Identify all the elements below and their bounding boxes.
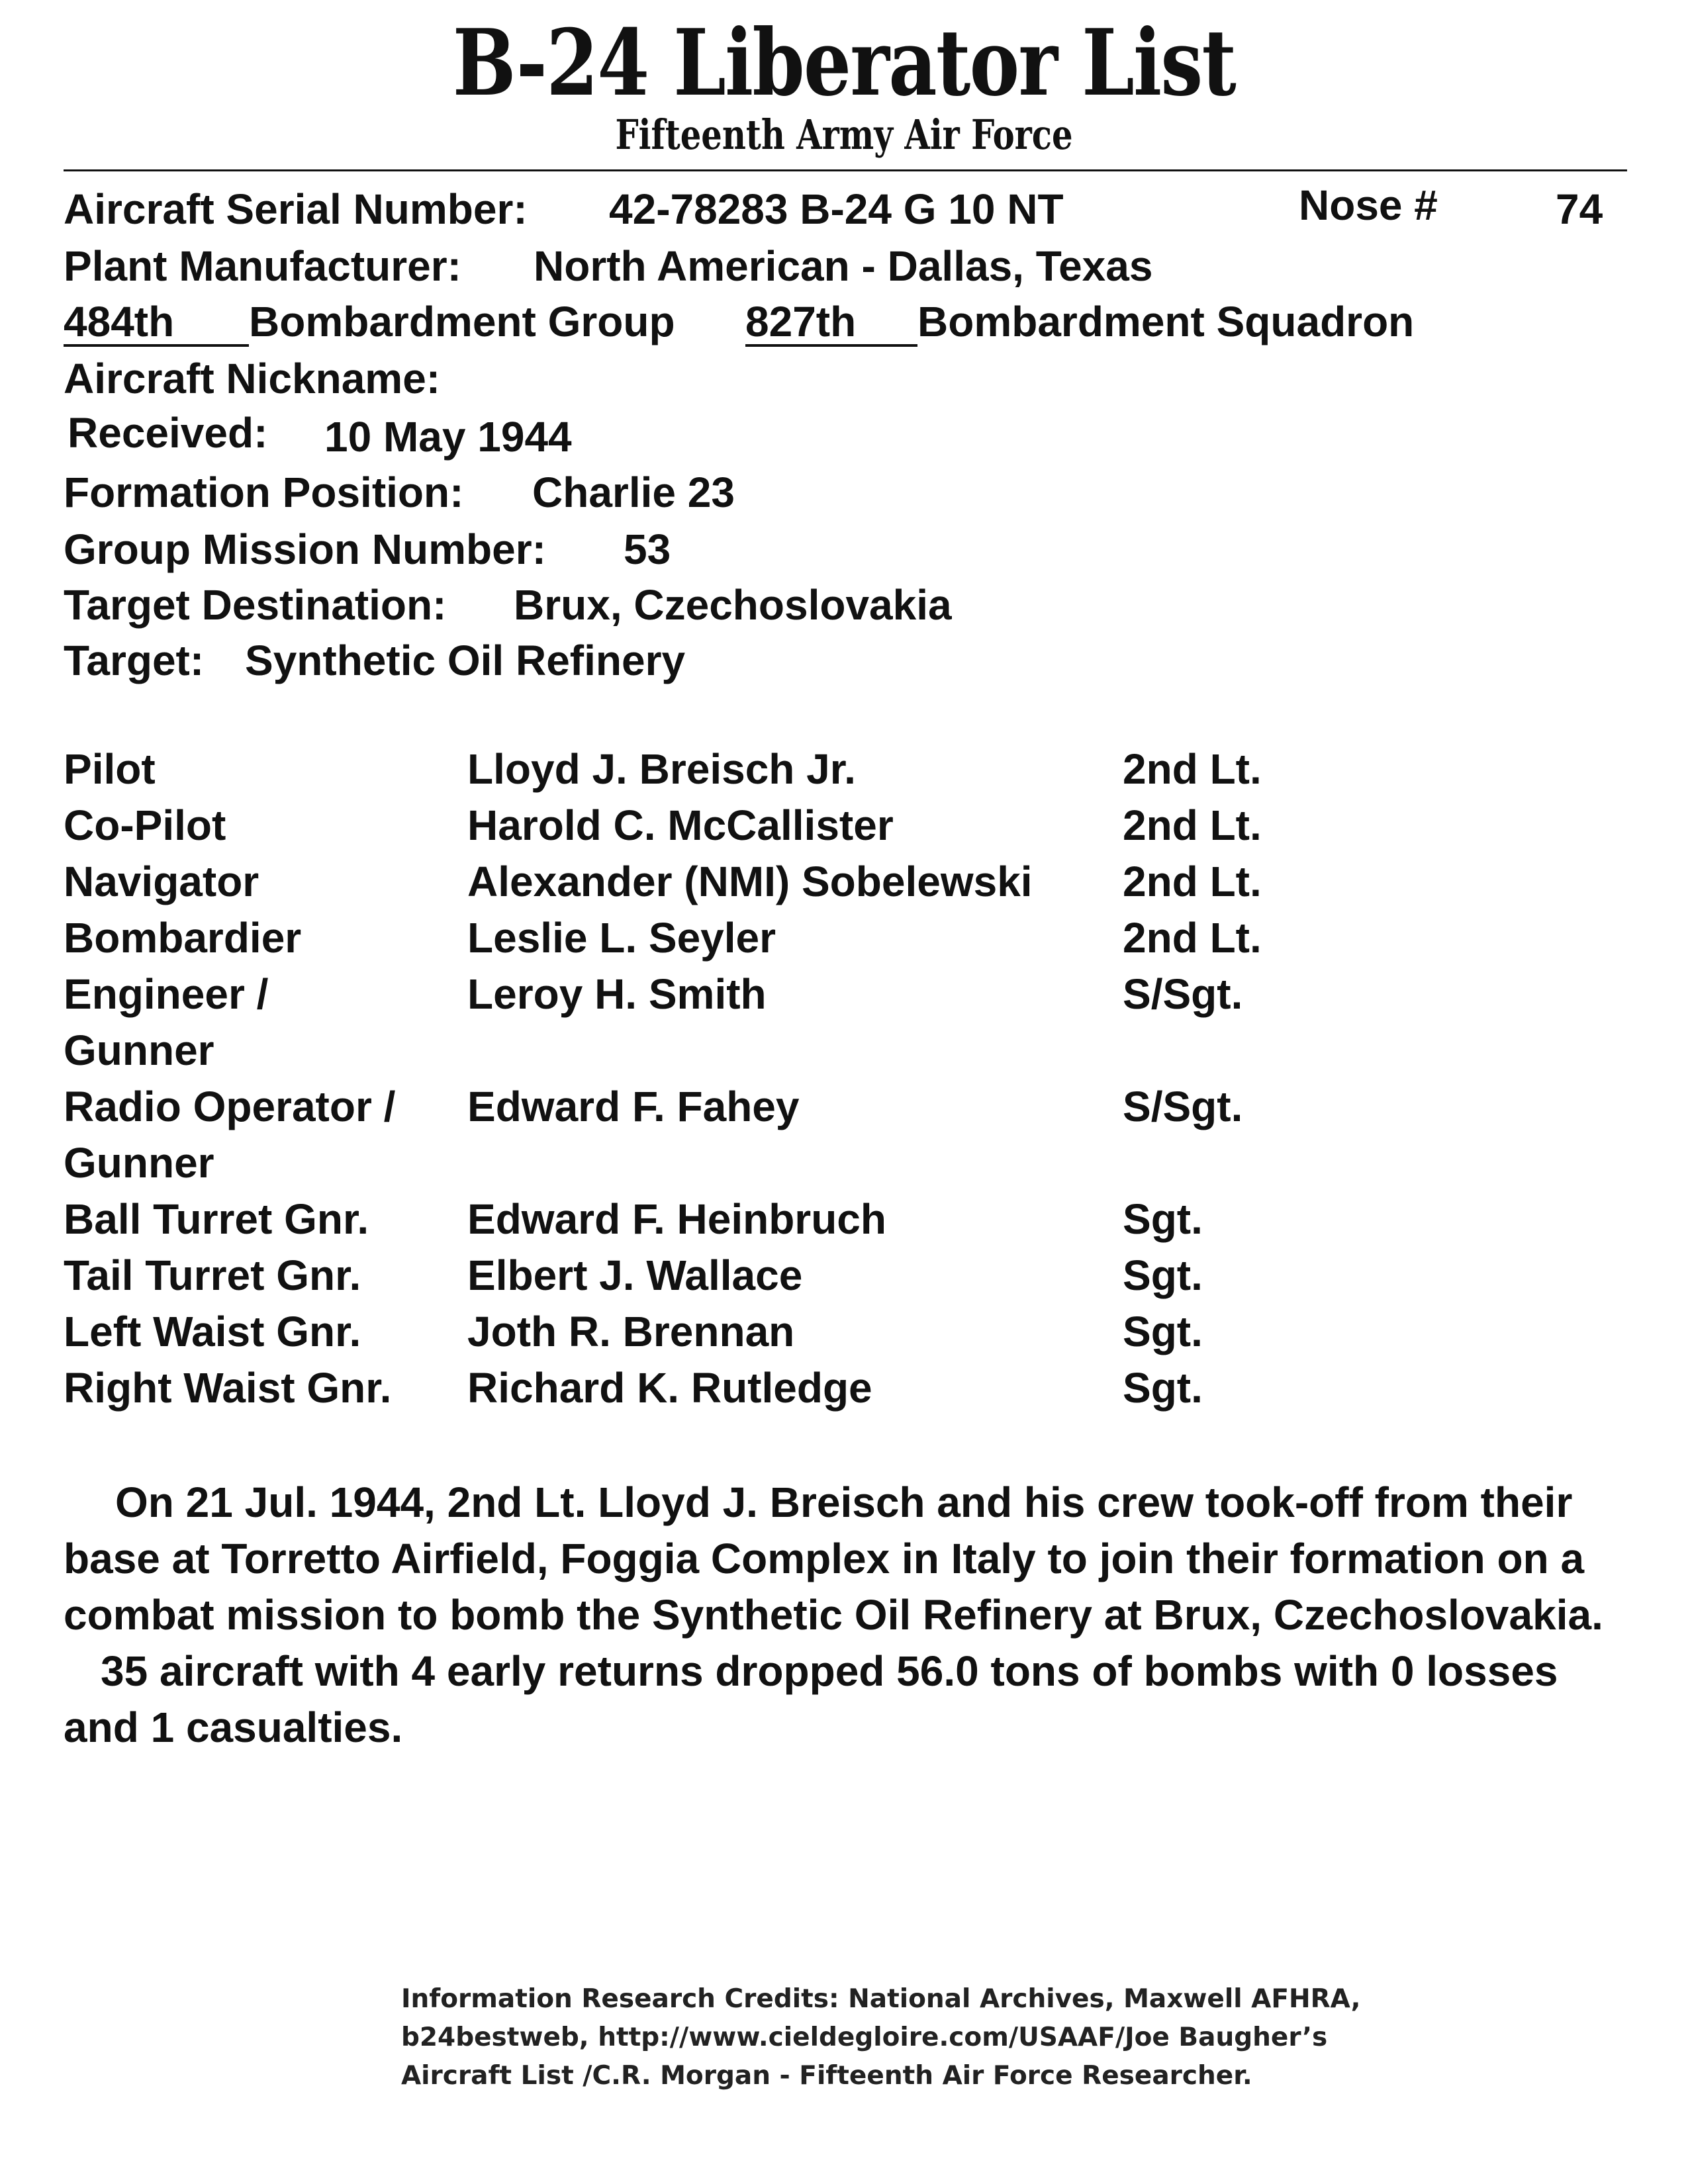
crew-row — [64, 910, 1586, 966]
target-value: Synthetic Oil Refinery — [245, 637, 686, 684]
nickname-label: Aircraft Nickname: — [64, 355, 441, 402]
group-number: 484th — [64, 299, 249, 347]
crew-name: Lloyd J. Breisch Jr. — [467, 745, 856, 793]
crew-rank: 2nd Lt. — [1123, 914, 1262, 962]
narrative-paragraph: 35 aircraft with 4 early returns dropped 56.0 tons of bombs with 0 losses and 1 casualties. — [64, 1647, 1558, 1751]
crew-role: Bombardier — [64, 914, 302, 962]
squadron-number: 827th — [745, 299, 917, 347]
crew-role: Tail Turret Gnr. — [64, 1251, 361, 1299]
crew-rank: Sgt. — [1123, 1195, 1203, 1243]
received-label: Received: — [68, 409, 268, 457]
page-subtitle: Fifteenth Army Air Force — [615, 111, 1073, 159]
crew-rank: 2nd Lt. — [1123, 745, 1262, 793]
crew-role: Radio Operator / — [64, 1083, 396, 1130]
crew-role: Pilot — [64, 745, 156, 793]
credits-line: Information Research Credits: National Archives, Maxwell AFHRA, — [401, 1984, 1361, 2014]
crew-name: Edward F. Fahey — [467, 1083, 800, 1130]
mission-narrative — [64, 1475, 1626, 1756]
crew-name: Richard K. Rutledge — [467, 1364, 872, 1412]
crew-rank: Sgt. — [1123, 1308, 1203, 1355]
crew-name: Joth R. Brennan — [467, 1308, 795, 1355]
group-line — [64, 295, 675, 348]
formation-position-value: Charlie 23 — [532, 469, 735, 516]
crew-rank: Sgt. — [1123, 1251, 1203, 1299]
target-destination-label: Target Destination: — [64, 581, 447, 629]
crew-rank: 2nd Lt. — [1123, 801, 1262, 849]
credits-line: b24bestweb, http://www.cieldegloire.com/USAAF/Joe Baugher’s — [401, 2023, 1328, 2052]
crew-role: Engineer / — [64, 970, 269, 1018]
crew-row — [64, 1079, 1586, 1135]
crew-name — [467, 1135, 1123, 1191]
crew-row — [64, 1360, 1586, 1416]
crew-role: Right Waist Gnr. — [64, 1364, 392, 1412]
serial-number-value: 42-78283 B-24 G 10 NT — [609, 185, 1064, 233]
serial-number-label: Aircraft Serial Number: — [64, 185, 528, 233]
crew-row — [64, 1304, 1586, 1360]
crew-row — [64, 741, 1586, 797]
received-value: 10 May 1944 — [324, 413, 572, 461]
crew-role: Navigator — [64, 858, 259, 905]
nose-number-label: Nose # — [1299, 181, 1438, 229]
crew-row — [64, 854, 1586, 910]
squadron-line — [745, 295, 1414, 348]
credits-line: Aircraft List /C.R. Morgan - Fifteenth Air Force Researcher. — [401, 2061, 1252, 2091]
crew-rank: S/Sgt. — [1123, 970, 1243, 1018]
crew-roster — [64, 741, 1586, 1416]
crew-role: Co-Pilot — [64, 801, 226, 849]
crew-row — [64, 1248, 1586, 1304]
crew-row — [64, 1135, 1586, 1191]
header-divider — [64, 169, 1627, 171]
crew-role: Gunner — [64, 1139, 214, 1187]
crew-row — [64, 1023, 1586, 1079]
crew-row — [64, 966, 1586, 1023]
crew-name: Edward F. Heinbruch — [467, 1195, 886, 1243]
mission-number-value: 53 — [624, 525, 671, 573]
crew-name: Elbert J. Wallace — [467, 1251, 803, 1299]
crew-role: Left Waist Gnr. — [64, 1308, 361, 1355]
plant-manufacturer-value: North American - Dallas, Texas — [534, 242, 1153, 290]
crew-name: Leroy H. Smith — [467, 970, 767, 1018]
narrative-paragraph: On 21 Jul. 1944, 2nd Lt. Lloyd J. Breisch and his crew took-off from their base at Torretto Airfield, Foggia Complex in Italy to join their formation on a combat mission to bomb the Synthetic Oil Refinery at Brux, Czechoslovakia. — [64, 1479, 1603, 1639]
squadron-label: Bombardment Squadron — [917, 298, 1415, 345]
crew-row — [64, 1191, 1586, 1248]
group-label: Bombardment Group — [249, 298, 675, 345]
crew-name — [467, 1023, 1123, 1079]
target-label: Target: — [64, 637, 205, 684]
crew-rank: S/Sgt. — [1123, 1083, 1243, 1130]
crew-role: Ball Turret Gnr. — [64, 1195, 369, 1243]
page-title: B-24 Liberator List — [452, 9, 1236, 116]
formation-position-label: Formation Position: — [64, 469, 464, 516]
crew-row — [64, 797, 1586, 854]
plant-manufacturer-label: Plant Manufacturer: — [64, 242, 461, 290]
crew-rank: 2nd Lt. — [1123, 858, 1262, 905]
crew-name: Leslie L. Seyler — [467, 914, 776, 962]
crew-rank: Sgt. — [1123, 1364, 1203, 1412]
target-destination-value: Brux, Czechoslovakia — [514, 581, 952, 629]
research-credits — [401, 1980, 1394, 2095]
crew-name: Alexander (NMI) Sobelewski — [467, 858, 1033, 905]
nose-number-value: 74 — [1556, 185, 1603, 233]
crew-role: Gunner — [64, 1026, 214, 1074]
mission-number-label: Group Mission Number: — [64, 525, 546, 573]
crew-name: Harold C. McCallister — [467, 801, 894, 849]
